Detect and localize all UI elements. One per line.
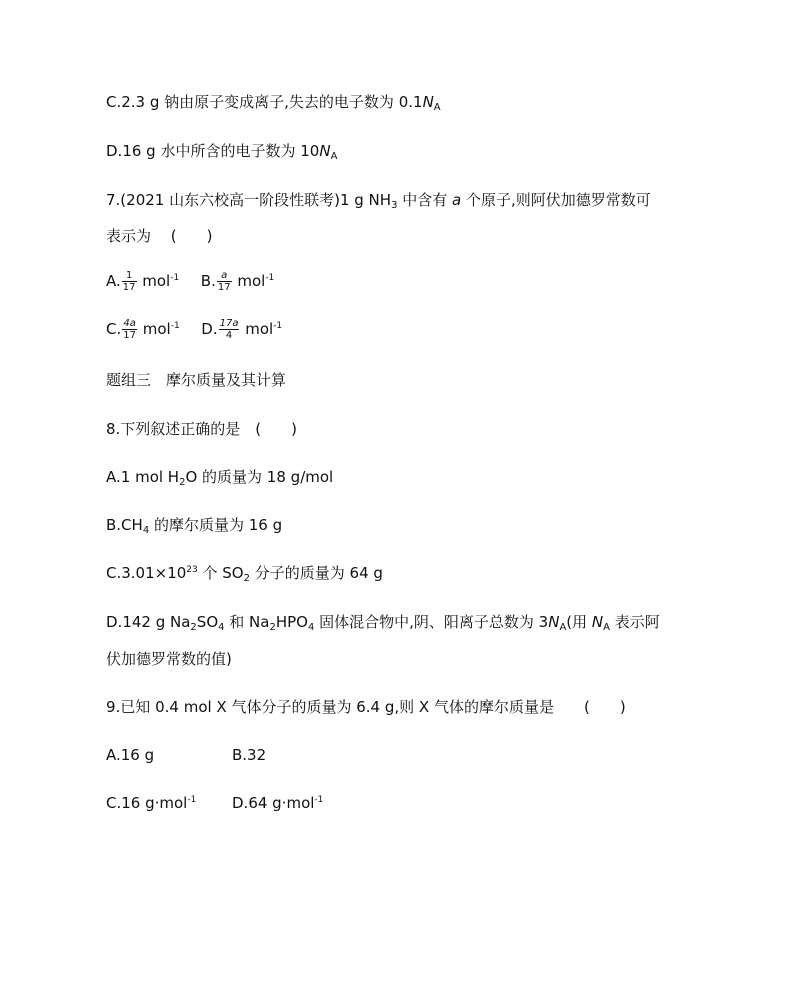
q8-option-d-line2: 伏加德罗常数的值) — [106, 650, 232, 668]
q9-option-c: C.16 g·mol$^{-1}$ — [106, 794, 197, 812]
q8-option-c: $C.3.01\times 10^{23}$ 个 $SO_2$ 分子的质量为 64 g — [106, 564, 383, 584]
q7-options-ab — [106, 270, 274, 293]
q6-option-c: C.2.3 g 钠由原子变成离子,失去的电子数为 $0.1N_A$ — [106, 93, 441, 113]
q9-options-cd — [106, 793, 323, 813]
q8-option-b: $B.CH_4$ 的摩尔质量为 16 g — [106, 516, 283, 536]
q9-option-b: B.32 — [232, 746, 267, 764]
fraction: $\frac{4a}{17}$ — [123, 318, 136, 341]
q7-option-a: A. $\frac{1}{17}$ mol$^{-1}$ — [106, 270, 180, 293]
group3-title: 题组三 摩尔质量及其计算 — [106, 371, 287, 389]
q7-option-b: B. $\frac{a}{17}$ mol$^{-1}$ — [200, 270, 275, 293]
q9-stem: 9.已知 0.4 mol X 气体分子的质量为 6.4 g,则 X 气体的摩尔质量是 ( ) — [106, 698, 626, 716]
q7-options-cd — [106, 318, 282, 341]
q7-option-c: C. $\frac{4a}{17}$ mol$^{-1}$ — [106, 318, 180, 341]
q7-stem-line1: 7.(2021 山东六校高一阶段性联考)1 g $NH_3$ 中含有 a 个原子,则阿伏加德罗常数可 — [106, 191, 651, 211]
q9-option-a: A.16 g — [106, 746, 155, 764]
q8-stem: 8.下列叙述正确的是 ( ) — [106, 420, 298, 438]
q7-option-d: D. $\frac{17a}{4}$ mol$^{-1}$ — [201, 318, 283, 341]
q9-option-d: D.64 g·mol$^{-1}$ — [232, 794, 324, 812]
fraction: $\frac{17a}{4}$ — [219, 318, 239, 341]
q9-options-ab — [106, 745, 266, 765]
q8-option-d-line1: D.142 g $Na_2SO_4$ 和 $Na_2HPO_4$ 固体混合物中,阴、阳离子总数为 $3N_A$(用 $N_A$ 表示阿 — [106, 613, 660, 633]
q7-stem-line2: 表示为 ( ) — [106, 227, 213, 245]
q8-option-a: A.1 mol $H_2O$ 的质量为 18 g/mol — [106, 468, 334, 488]
q6-option-d: D.16 g 水中所含的电子数为 $10N_A$ — [106, 142, 338, 162]
fraction: $\frac{1}{17}$ — [122, 270, 136, 293]
fraction: $\frac{a}{17}$ — [217, 270, 231, 293]
